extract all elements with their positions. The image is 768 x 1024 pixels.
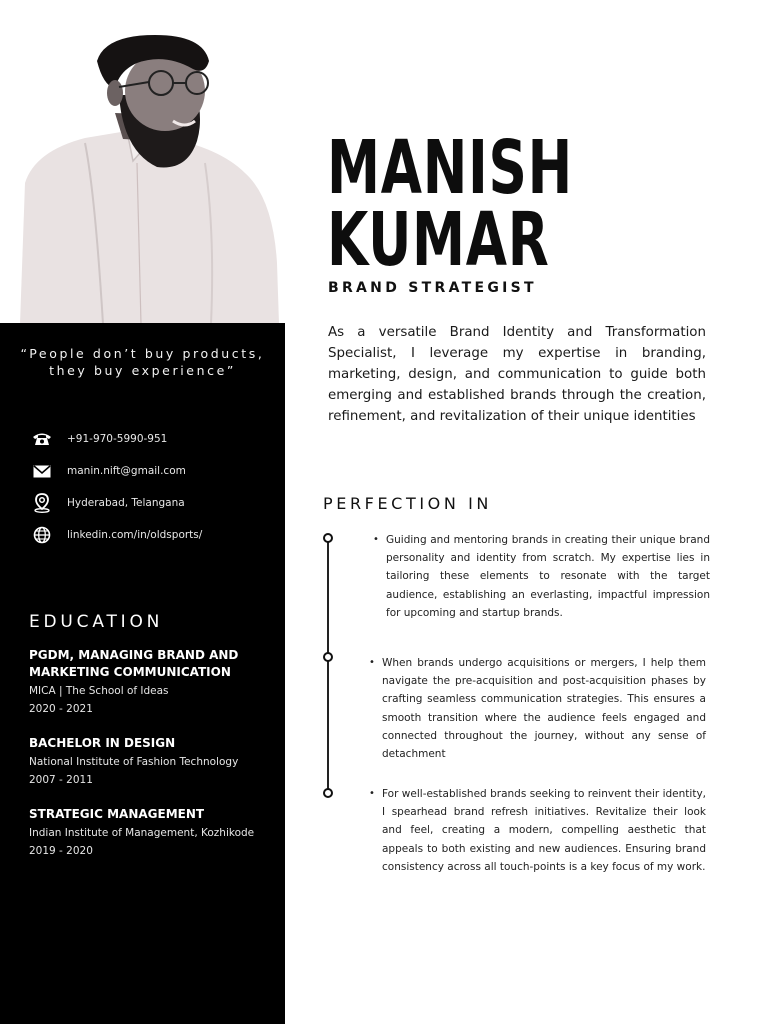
contact-website [32,519,272,551]
point-text: For well-established brands seeking to reinvent their identity, I spearhead brand refresh initiatives. Revitalize their look and feel, creating a modern, compelling aesthetic that appeals to both existing and new audiences. Ensuring brand consistency across all touch-points is a key focus of my work. [382,788,706,873]
bullet-dot-icon: • [369,788,375,799]
contact-email [32,455,272,487]
study-years: 2020 - 2021 [29,703,93,715]
name-last: KUMAR [327,197,550,283]
phone-number[interactable]: +91-970-5990-951 [67,433,168,445]
point-text: When brands undergo acquisitions or mergers, I help them navigate the pre-acquisition and post-acquisition phases by crafting seamless communication strategies. This ensures a smooth transition where the audience feels engaged and connected throughout the journey, without any sense of detachment [382,657,706,761]
timeline-node [323,788,333,798]
profile-photo [15,33,280,324]
email-link[interactable]: manin.nift@gmail.com [67,465,186,477]
school-name: National Institute of Fashion Technology [29,756,239,768]
mail-icon [32,462,52,480]
education-item [29,806,269,859]
globe-icon [32,526,52,544]
quote-line-1: “People don’t buy products, [20,346,265,361]
perfection-point [369,785,706,876]
degree-title: BACHELOR IN DESIGN [29,736,176,750]
quote-line-2: they buy experience” [49,363,236,378]
contact-list [32,423,272,551]
profile-summary: As a versatile Brand Identity and Transformation Specialist, I leverage my expertise in branding, marketing, design, and communication to guide both emerging and established brands through the creation, refinement, and revitalization of their unique identities [328,325,706,424]
person-name [327,125,615,283]
name-first: MANISH [327,125,573,211]
quote [0,345,285,379]
education-item [29,735,269,788]
degree-title: STRATEGIC MANAGEMENT [29,807,205,821]
school-name: Indian Institute of Management, Kozhikode [29,827,255,839]
education-heading: EDUCATION [29,612,164,632]
point-text: Guiding and mentoring brands in creating their unique brand personality and identity from scratch. My expertise lies in tailoring these elements to resonate with the target audience, establishing an everlasting, impactful impression for upcoming and startup brands. [386,534,710,619]
timeline-line [327,542,329,794]
phone-icon [32,430,52,448]
bullet-dot-icon: • [373,534,379,545]
timeline-node [323,533,333,543]
job-title: BRAND STRATEGIST [328,280,537,296]
bullet-dot-icon: • [369,657,375,668]
contact-phone [32,423,272,455]
education-list [29,647,269,877]
location-text: Hyderabad, Telangana [67,497,185,509]
study-years: 2019 - 2020 [29,845,93,857]
degree-title: PGDM, MANAGING BRAND AND MARKETING COMMUNICATION [29,648,239,679]
school-name: MICA | The School of Ideas [29,685,169,697]
linkedin-link[interactable]: linkedin.com/in/oldsports/ [67,529,203,541]
perfection-heading: PERFECTION IN [323,494,492,513]
perfection-point [369,654,706,763]
perfection-point [373,531,710,622]
contact-location [32,487,272,519]
location-pin-icon [32,494,52,512]
sidebar [0,323,285,1024]
timeline-node [323,652,333,662]
study-years: 2007 - 2011 [29,774,93,786]
education-item [29,647,269,717]
